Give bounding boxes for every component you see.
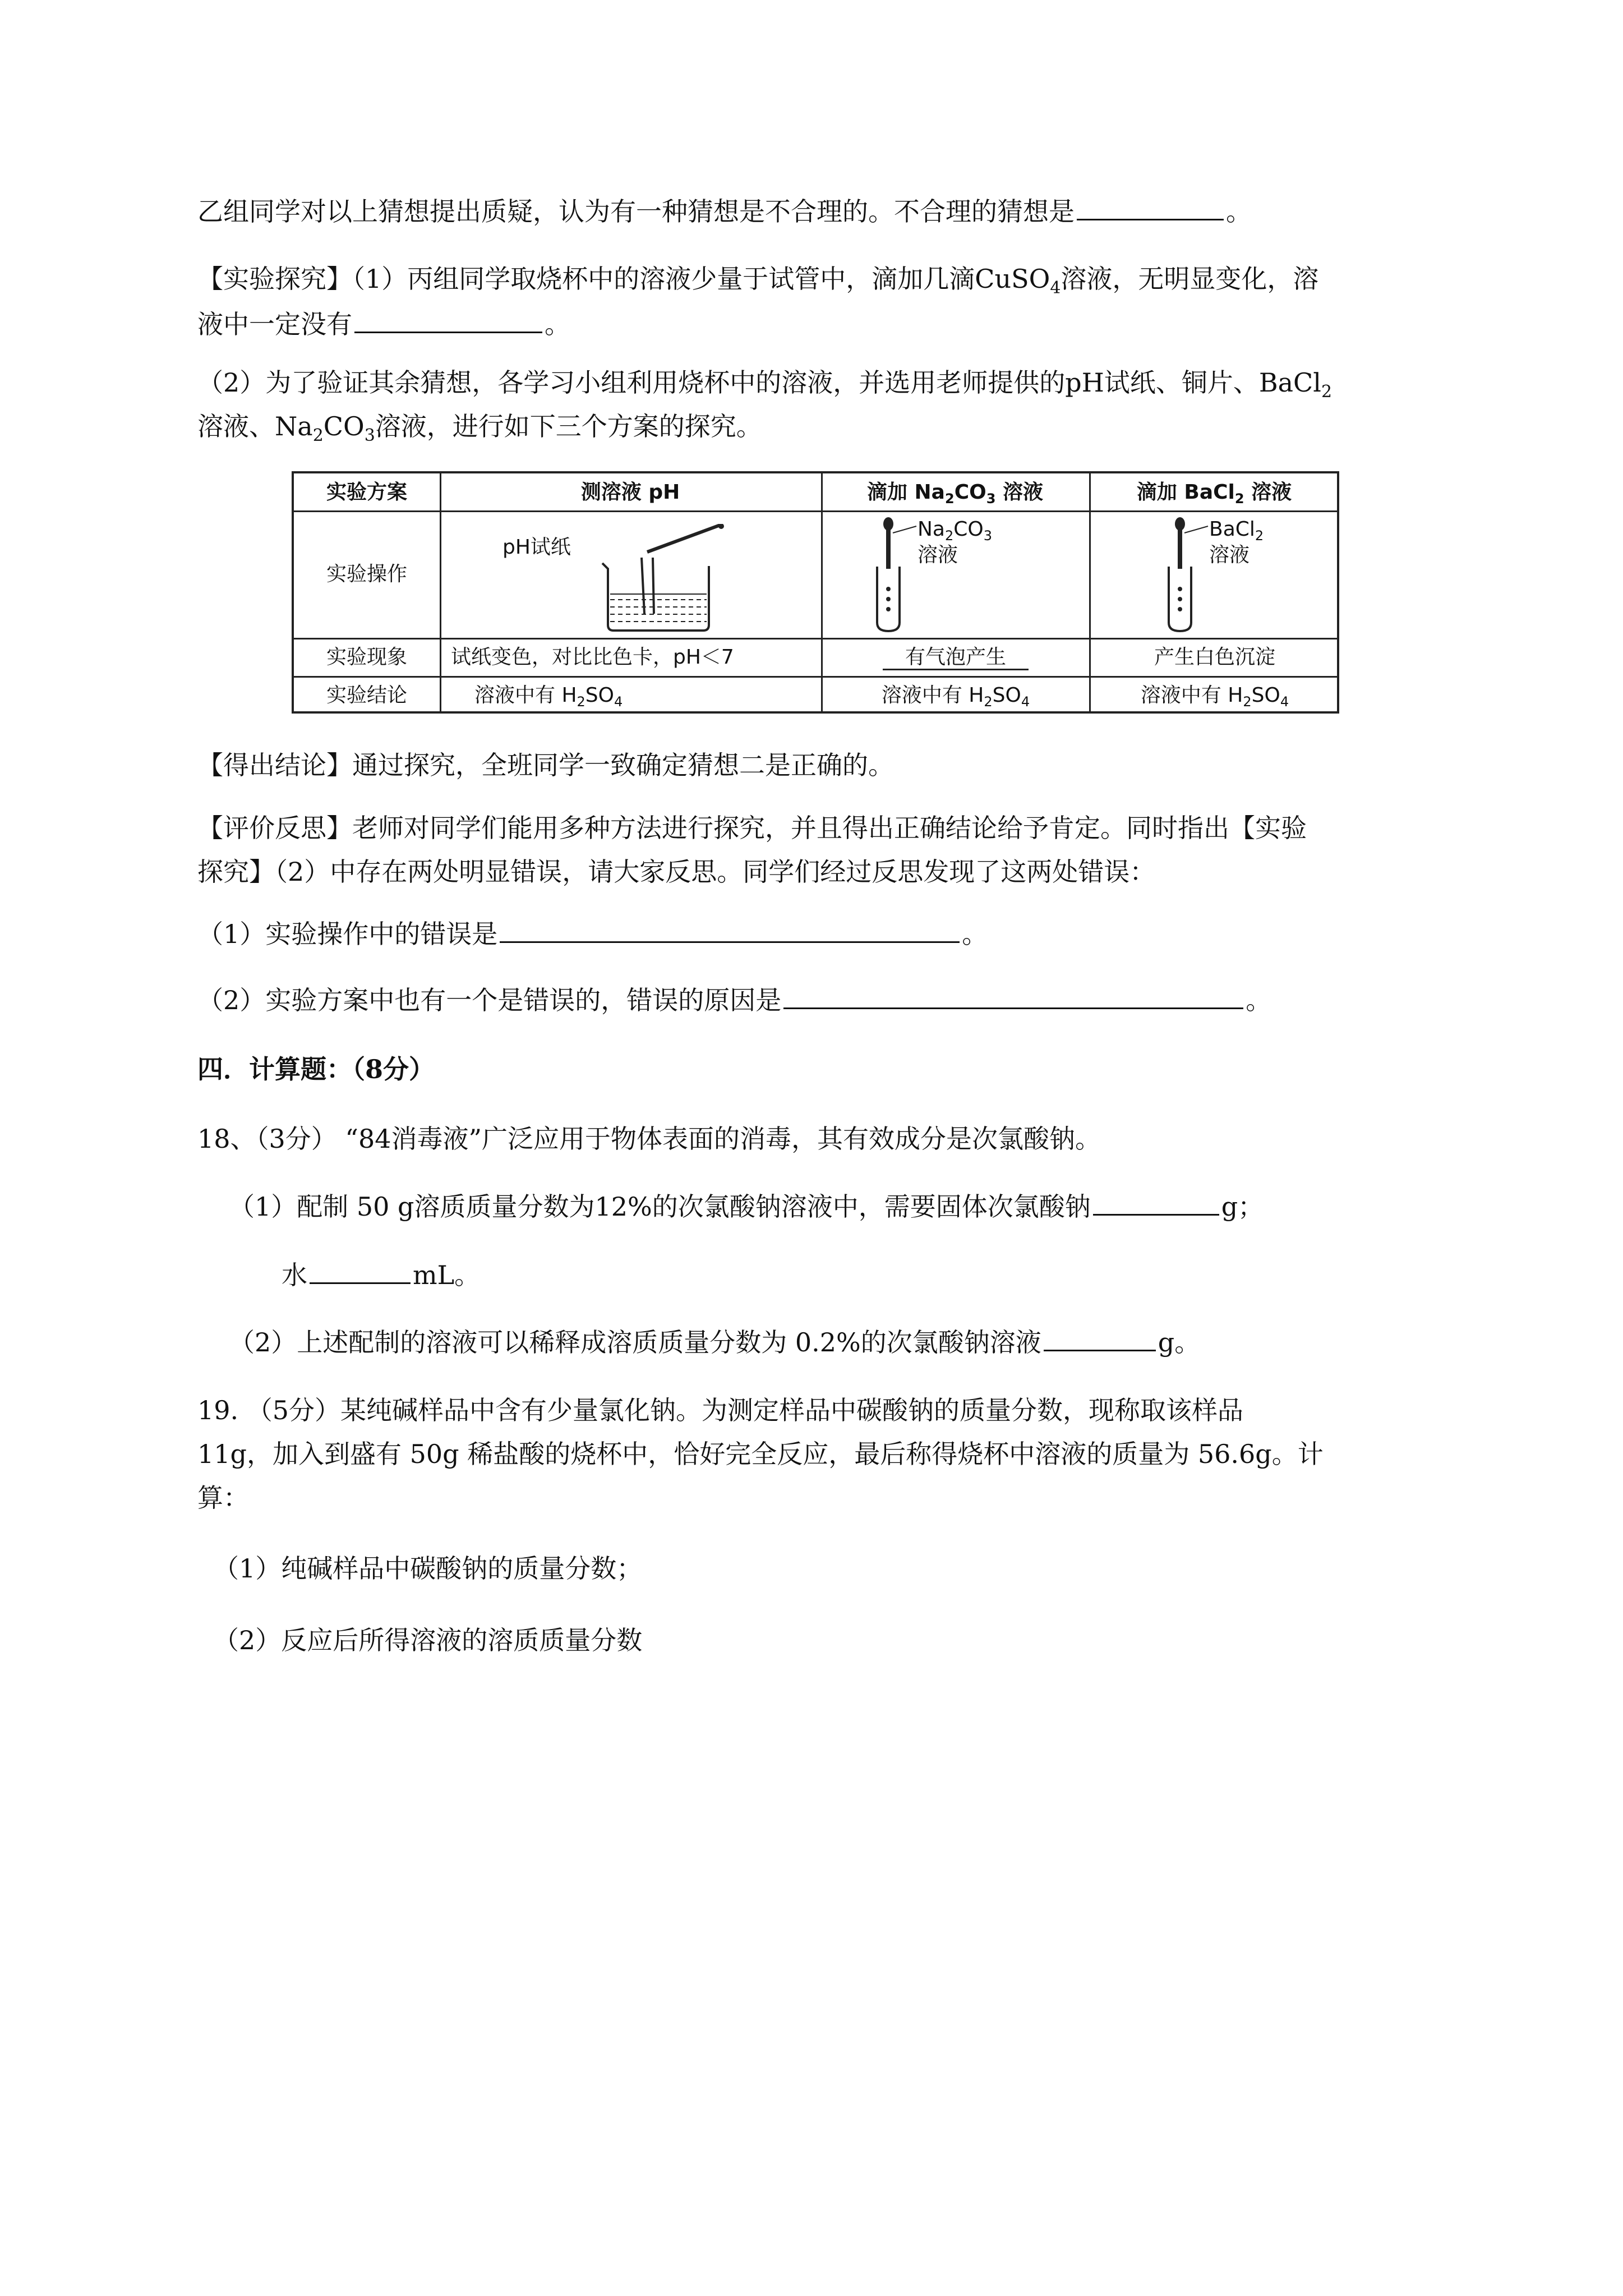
ph-paper-label: pH试纸: [502, 536, 571, 559]
na2co3-solution-label: 溶液: [917, 544, 958, 567]
bacl2-solution-label: 溶液: [1209, 544, 1250, 567]
experiment-table: [292, 471, 1339, 714]
row-label-phenomenon: 实验现象: [326, 646, 407, 669]
row-label-conclusion: 实验结论: [326, 684, 407, 707]
text-line-8: 探究】（2）中存在两处明显错误，请大家反思。同学们经过反思发现了这两处错误：: [197, 857, 1156, 887]
na2co3-label: $Na_2CO_3$: [917, 518, 993, 544]
text-line-18: 算：: [197, 1483, 249, 1513]
text-line-16: 19. （5分）某纯碱样品中含有少量氯化钠。为测定样品中碳酸钠的质量分数，现称取该样品: [197, 1395, 1244, 1425]
text-line-5: 溶液、$Na_2CO_3$溶液，进行如下三个方案的探究。: [197, 411, 762, 446]
text-line-4: （2）为了验证其余猜想，各学习小组利用烧杯中的溶液，并选用老师提供的pH试纸、铜片、BaCl$_2$: [197, 367, 1332, 402]
text-line-7: 【评价反思】老师对同学们能用多种方法进行探究，并且得出正确结论给予肯定。同时指出【实验: [197, 813, 1307, 843]
header-na2co3: 滴加 $Na_2CO_3$ 溶液: [867, 481, 1043, 507]
row-label-operation: 实验操作: [326, 563, 407, 586]
text-line-17: 11g，加入到盛有 50g 稀盐酸的烧杯中，恰好完全反应，最后称得烧杯中溶液的质量为 56.6g。计: [197, 1439, 1324, 1469]
answer-blank[interactable]: [1077, 193, 1224, 220]
text-line-20: （2）反应后所得溶液的溶质质量分数: [213, 1625, 643, 1655]
answer-blank[interactable]: [500, 915, 960, 943]
text-line-6: 【得出结论】通过探究，全班同学一致确定猜想二是正确的。: [197, 750, 894, 780]
text-line-13: （1）配制 50 g溶质质量分数为12%的次氯酸钠溶液中，需要固体次氯酸钠 g；: [229, 1188, 1264, 1223]
conclusion-bacl2: 溶液中有 $H_2SO_4$: [1140, 684, 1289, 710]
header-bacl2: 滴加 BaCl$_2$ 溶液: [1136, 481, 1292, 507]
header-row-label: 实验方案: [326, 481, 407, 504]
bacl2-label: BaCl$_2$: [1209, 518, 1264, 544]
answer-blank[interactable]: [310, 1257, 411, 1284]
text-line-15: （2）上述配制的溶液可以稀释成溶质质量分数为 0.2%的次氯酸钠溶液 g。: [229, 1324, 1200, 1359]
phenomenon-bacl2: 产生白色沉淀: [1154, 646, 1275, 669]
beaker-ph-paper-icon: [591, 524, 737, 636]
conclusion-ph: 溶液中有 $H_2SO_4$: [474, 684, 623, 710]
text-line-10: （2）实验方案中也有一个是错误的，错误的原因是 。: [197, 982, 1271, 1017]
text-line-3: 液中一定没有 。: [197, 306, 570, 341]
text-line-9: （1）实验操作中的错误是 。: [197, 915, 988, 951]
phenomenon-na2co3: 有气泡产生: [822, 645, 1089, 670]
text-line-19: （1）纯碱样品中碳酸钠的质量分数；: [213, 1553, 643, 1584]
text-line-1: 乙组同学对以上猜想提出质疑，认为有一种猜想是不合理的。不合理的猜想是 。: [197, 193, 1252, 228]
text-line-12: 18、（3分） “84消毒液”广泛应用于物体表面的消毒，其有效成分是次氯酸钠。: [197, 1124, 1101, 1154]
answer-blank[interactable]: [1044, 1324, 1156, 1351]
answer-blank[interactable]: [1093, 1188, 1219, 1216]
answer-blank[interactable]: [783, 982, 1243, 1009]
text-line-2: 【实验探究】（1）丙组同学取烧杯中的溶液少量于试管中，滴加几滴CuSO$_4$溶液，无明显变化，溶: [197, 264, 1319, 298]
header-ph: 测溶液 pH: [580, 481, 680, 504]
answer-blank[interactable]: [354, 306, 542, 333]
conclusion-na2co3: 溶液中有 $H_2SO_4$: [881, 684, 1030, 710]
section-title-calculation: 四．计算题：（8分）: [197, 1054, 435, 1084]
text-line-14: 水 mL。: [282, 1257, 480, 1292]
phenomenon-ph: 试纸变色，对比比色卡，pH＜7: [451, 646, 734, 669]
